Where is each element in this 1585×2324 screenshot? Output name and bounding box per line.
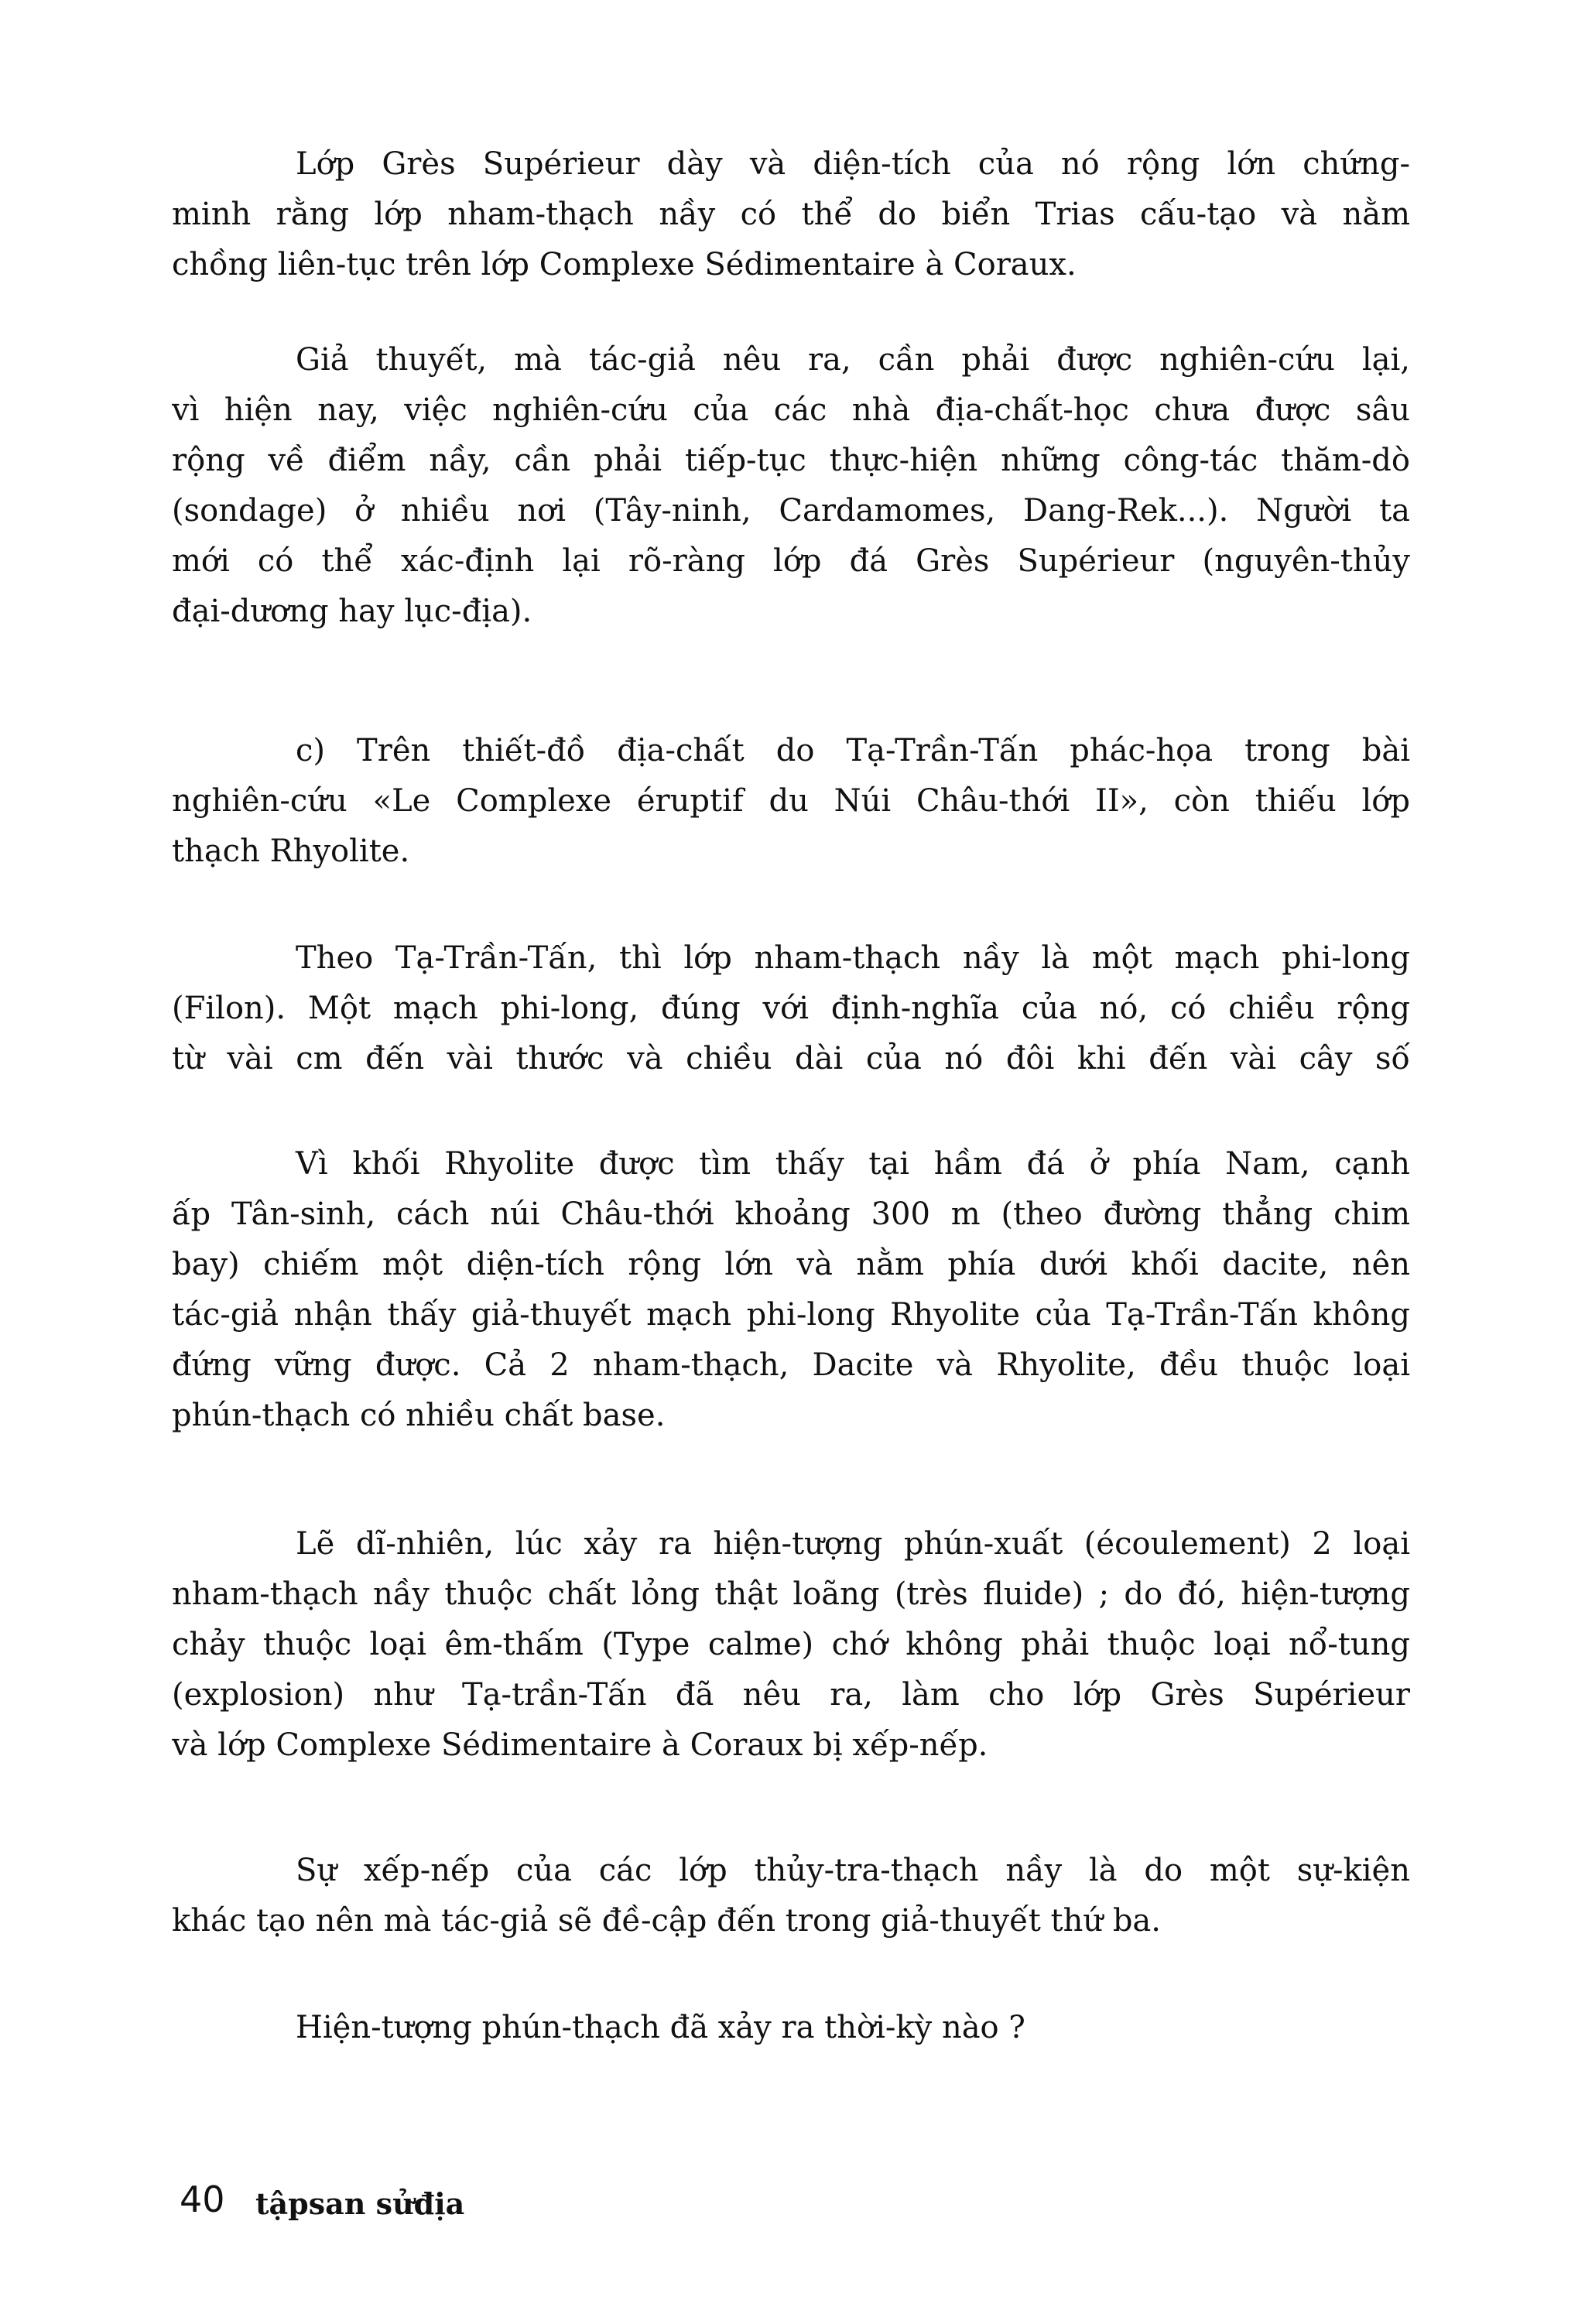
text-line: vì hiện nay, việc nghiên-cứu của các nhà địa-chất-học chưa được sâu — [172, 392, 1410, 428]
text-line: Lớp Grès Supérieur dày và diện-tích của nó rộng lớn chứng- — [296, 146, 1410, 182]
text-line: Giả thuyết, mà tác-giả nêu ra, cần phải được nghiên-cứu lại, — [296, 342, 1410, 378]
text-line: rộng về điểm nầy, cần phải tiếp-tục thực-hiện những công-tác thăm-dò — [172, 443, 1410, 478]
text-line: chảy thuộc loại êm-thấm (Type calme) chớ không phải thuộc loại nổ-tung — [172, 1627, 1410, 1662]
paragraph-3 — [172, 726, 1410, 877]
text-line: và lớp Complexe Sédimentaire à Coraux bị xếp-nếp. — [172, 1727, 988, 1763]
paragraph-4 — [172, 933, 1410, 1084]
paragraph-5 — [172, 1139, 1410, 1441]
text-line: đứng vững được. Cả 2 nham-thạch, Dacite và Rhyolite, đều thuộc loại — [172, 1347, 1410, 1383]
paragraph-8 — [172, 2003, 1410, 2053]
paragraph-1 — [172, 139, 1410, 290]
journal-name: tậpsan sửđịa — [255, 2186, 465, 2221]
text-line: nham-thạch nầy thuộc chất lỏng thật loãng (très fluide) ; do đó, hiện-tượng — [172, 1576, 1410, 1612]
text-line: (explosion) như Tạ-trần-Tấn đã nêu ra, làm cho lớp Grès Supérieur — [172, 1677, 1410, 1713]
text-line: phún-thạch có nhiều chất base. — [172, 1398, 666, 1433]
paragraph-6 — [172, 1519, 1410, 1771]
text-line: Vì khối Rhyolite được tìm thấy tại hầm đá ở phía Nam, cạnh — [296, 1146, 1410, 1182]
text-line: từ vài cm đến vài thước và chiều dài của nó đôi khi đến vài cây số — [172, 1041, 1410, 1076]
text-line: nghiên-cứu «Le Complexe éruptif du Núi Châu-thới II», còn thiếu lớp — [172, 783, 1410, 819]
text-line: đại-dương hay lục-địa). — [172, 594, 532, 629]
page-number: 40 — [180, 2179, 225, 2220]
text-line: minh rằng lớp nham-thạch nầy có thể do biển Trias cấu-tạo và nằm — [172, 197, 1410, 232]
text-line: thạch Rhyolite. — [172, 833, 410, 869]
text-line: ấp Tân-sinh, cách núi Châu-thới khoảng 300 m (theo đường thẳng chim — [172, 1196, 1410, 1232]
text-line: Theo Tạ-Trần-Tấn, thì lớp nham-thạch nầy là một mạch phi-long — [296, 940, 1410, 976]
paragraph-2 — [172, 335, 1410, 637]
text-line: tác-giả nhận thấy giả-thuyết mạch phi-long Rhyolite của Tạ-Trần-Tấn không — [172, 1297, 1410, 1333]
text-line: Lẽ dĩ-nhiên, lúc xảy ra hiện-tượng phún-xuất (écoulement) 2 loại — [296, 1526, 1410, 1562]
text-line: Sự xếp-nếp của các lớp thủy-tra-thạch nầy là do một sự-kiện — [296, 1853, 1410, 1888]
text-line: mới có thể xác-định lại rõ-ràng lớp đá Grès Supérieur (nguyên-thủy — [172, 543, 1410, 579]
text-line: bay) chiếm một diện-tích rộng lớn và nằm phía dưới khối dacite, nên — [172, 1247, 1410, 1282]
paragraph-7 — [172, 1846, 1410, 1946]
text-line: (sondage) ở nhiều nơi (Tây-ninh, Cardamomes, Dang-Rek...). Người ta — [172, 493, 1410, 529]
text-line: khác tạo nên mà tác-giả sẽ đề-cập đến trong giả-thuyết thứ ba. — [172, 1903, 1161, 1939]
text-line: chồng liên-tục trên lớp Complexe Sédimentaire à Coraux. — [172, 247, 1077, 282]
text-line: Hiện-tượng phún-thạch đã xảy ra thời-kỳ nào ? — [296, 2010, 1025, 2045]
text-line: (Filon). Một mạch phi-long, đúng với định-nghĩa của nó, có chiều rộng — [172, 991, 1410, 1026]
text-line: c) Trên thiết-đồ địa-chất do Tạ-Trần-Tấn phác-họa trong bài — [296, 733, 1410, 768]
